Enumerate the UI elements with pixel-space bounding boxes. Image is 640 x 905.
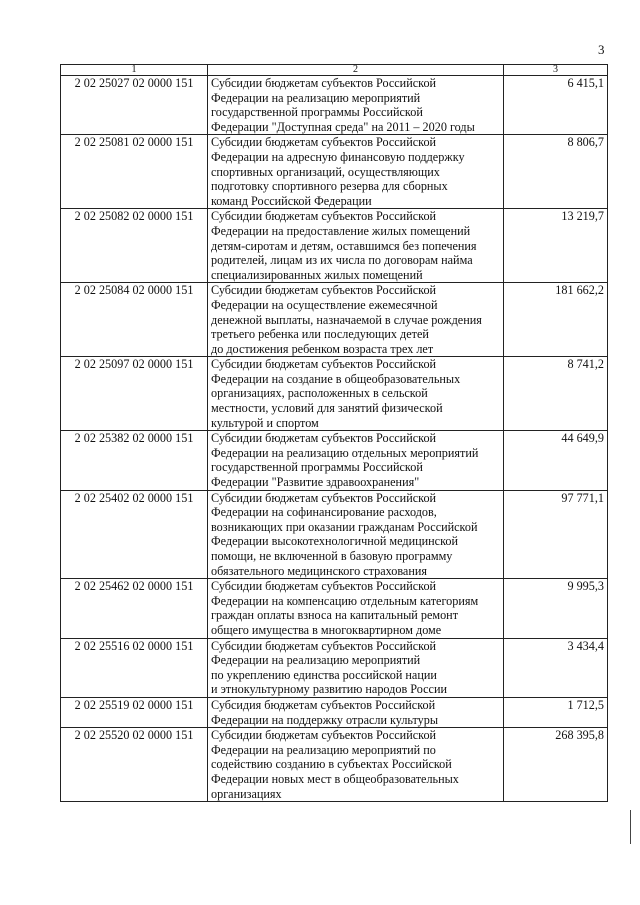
description-line: помощи, не включенной в базовую программу [211, 549, 453, 563]
description-line: культурой и спортом [211, 415, 319, 430]
description-line: родителей, лицам из их числа по договорам найма [211, 253, 473, 268]
description-line: Федерации "Доступная среда" на 2011 – 2020 годы [211, 119, 475, 134]
description-line: специализированных жилых помещений [211, 267, 423, 282]
description-line: государственной программы Российской [211, 105, 423, 120]
description-cell [208, 283, 504, 357]
description-line: детям-сиротам и детям, оставшимся без попечения [211, 238, 477, 253]
description-cell [208, 357, 504, 431]
description-cell [208, 638, 504, 697]
budget-code-cell: 2 02 25520 02 0000 151 [61, 728, 208, 802]
description-line: организациях, расположенных в сельской [211, 386, 428, 401]
budget-table [60, 64, 608, 802]
description-line: Субсидии бюджетам субъектов Российской [211, 209, 437, 224]
budget-code-cell: 2 02 25084 02 0000 151 [61, 283, 208, 357]
column-header-code: 1 [61, 65, 208, 76]
amount-cell: 3 434,4 [504, 638, 608, 697]
description-line: Федерации на реализацию мероприятий по [211, 742, 436, 757]
description-line: Федерации на осуществление ежемесячной [211, 297, 438, 312]
column-header-amount: 3 [504, 65, 608, 76]
description-line: граждан оплаты взноса на капитальный ремонт [211, 608, 459, 623]
page-number: 3 [598, 42, 605, 57]
table-row [61, 209, 608, 283]
description-line: Субсидия бюджетам субъектов Российской [211, 697, 436, 712]
budget-code-cell: 2 02 25027 02 0000 151 [61, 76, 208, 135]
description-line: местности, условий для занятий физической [211, 401, 443, 416]
column-header-description: 2 [208, 65, 504, 76]
description-line: общего имущества в многоквартирном доме [211, 622, 442, 637]
description-line: организациях [211, 786, 282, 801]
description-line: обязательного медицинского страхования [211, 563, 427, 578]
description-line: возникающих при оказании гражданам Российской [211, 519, 478, 534]
description-cell [208, 697, 504, 727]
description-cell [208, 728, 504, 802]
description-line: по укреплению единства российской нации [211, 667, 437, 682]
budget-code-cell: 2 02 25516 02 0000 151 [61, 638, 208, 697]
amount-cell: 9 995,3 [504, 579, 608, 638]
description-line: денежной выплаты, назначаемой в случае рождения [211, 312, 482, 327]
description-line: Федерации на создание в общеобразовательных [211, 371, 461, 386]
description-line: и этнокультурному развитию народов России [211, 682, 448, 697]
description-line: команд Российской Федерации [211, 193, 372, 208]
description-line: Федерации на реализацию отдельных мероприятий [211, 445, 479, 460]
description-line: содействию созданию в субъектах Российской [211, 757, 452, 772]
description-cell [208, 579, 504, 638]
table-row [61, 579, 608, 638]
amount-cell: 181 662,2 [504, 283, 608, 357]
budget-code-cell: 2 02 25081 02 0000 151 [61, 135, 208, 209]
description-line: Субсидии бюджетам субъектов Российской [211, 135, 437, 150]
budget-code-cell: 2 02 25402 02 0000 151 [61, 490, 208, 579]
description-line: Федерации новых мест в общеобразовательных [211, 771, 459, 786]
description-line: Федерации высокотехнологичной медицинской [211, 534, 458, 549]
budget-code-cell: 2 02 25082 02 0000 151 [61, 209, 208, 283]
amount-cell: 8 741,2 [504, 357, 608, 431]
description-line: Субсидии бюджетам субъектов Российской [211, 76, 437, 90]
amount-cell: 6 415,1 [504, 76, 608, 135]
description-cell [208, 490, 504, 579]
description-line: Федерации на поддержку отрасли культуры [211, 712, 439, 727]
description-line: Субсидии бюджетам субъектов Российской [211, 431, 437, 446]
description-line: Федерации на реализацию мероприятий [211, 653, 421, 668]
description-cell [208, 76, 504, 135]
description-line: третьего ребенка или последующих детей [211, 327, 429, 342]
table-row [61, 76, 608, 135]
description-cell [208, 209, 504, 283]
description-cell [208, 431, 504, 490]
description-line: Федерации на софинансирование расходов, [211, 505, 437, 520]
description-line: Субсидии бюджетам субъектов Российской [211, 579, 437, 594]
description-line: государственной программы Российской [211, 460, 423, 475]
description-line: Федерации "Развитие здравоохранения" [211, 475, 420, 490]
description-line: Федерации на компенсацию отдельным категориям [211, 593, 479, 608]
budget-code-cell: 2 02 25462 02 0000 151 [61, 579, 208, 638]
description-line: Субсидии бюджетам субъектов Российской [211, 728, 437, 743]
description-line: Субсидии бюджетам субъектов Российской [211, 357, 437, 372]
table-row [61, 135, 608, 209]
table-row [61, 728, 608, 802]
table-body [61, 76, 608, 802]
budget-code-cell: 2 02 25519 02 0000 151 [61, 697, 208, 727]
description-line: Субсидии бюджетам субъектов Российской [211, 283, 437, 298]
description-line: подготовку спортивного резерва для сборных [211, 179, 448, 194]
description-cell [208, 135, 504, 209]
amount-cell: 13 219,7 [504, 209, 608, 283]
amount-cell: 97 771,1 [504, 490, 608, 579]
table-row [61, 697, 608, 727]
description-line: Субсидии бюджетам субъектов Российской [211, 638, 437, 653]
header-row [61, 65, 608, 76]
amount-cell: 44 649,9 [504, 431, 608, 490]
description-line: до достижения ребенком возраста трех лет [211, 341, 434, 356]
description-line: Федерации на адресную финансовую поддержку [211, 149, 465, 164]
description-line: спортивных организаций, осуществляющих [211, 164, 440, 179]
amount-cell: 8 806,7 [504, 135, 608, 209]
budget-code-cell: 2 02 25097 02 0000 151 [61, 357, 208, 431]
table-row [61, 357, 608, 431]
description-line: Федерации на предоставление жилых помещений [211, 223, 471, 238]
budget-code-cell: 2 02 25382 02 0000 151 [61, 431, 208, 490]
table-row [61, 431, 608, 490]
edge-mark [630, 810, 631, 844]
amount-cell: 1 712,5 [504, 697, 608, 727]
amount-cell: 268 395,8 [504, 728, 608, 802]
table-row [61, 283, 608, 357]
table-row [61, 490, 608, 579]
description-line: Федерации на реализацию мероприятий [211, 90, 421, 105]
table-row [61, 638, 608, 697]
description-line: Субсидии бюджетам субъектов Российской [211, 490, 437, 505]
